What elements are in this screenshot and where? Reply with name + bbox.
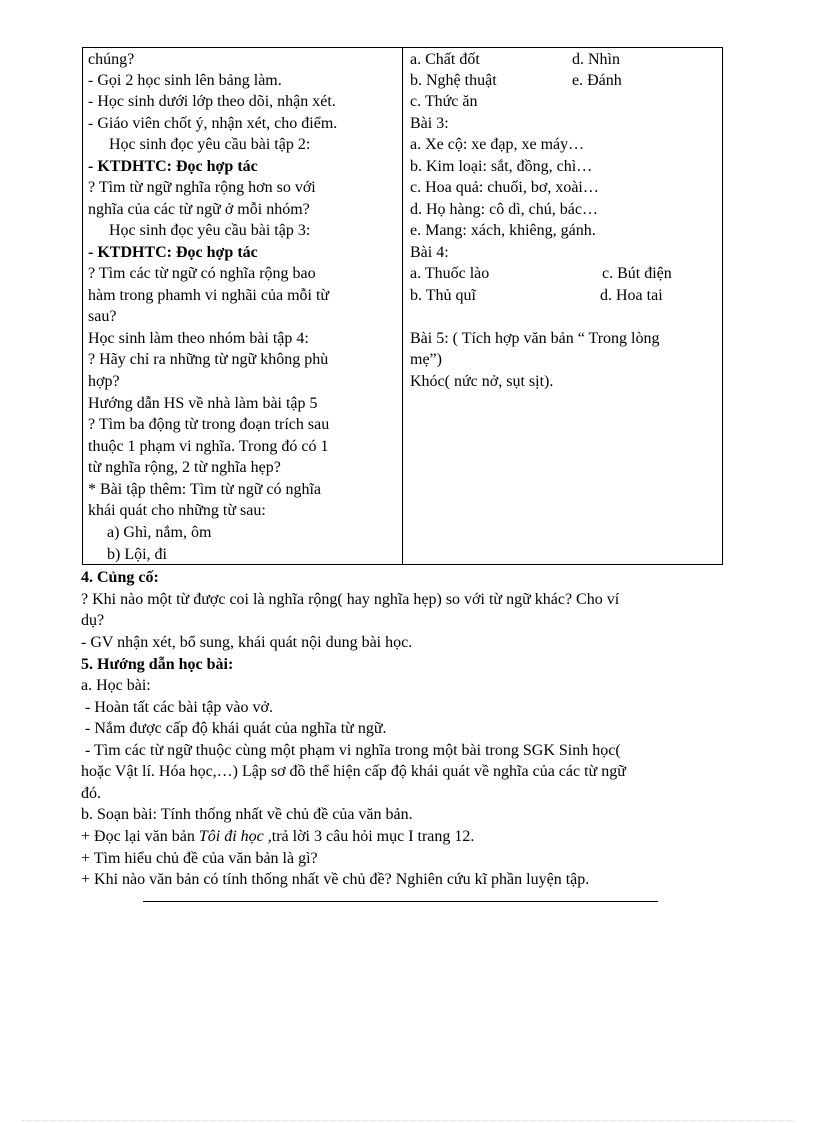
left-line: * Bài tập thêm: Tìm từ ngữ có nghĩa (88, 481, 322, 498)
left-line: nghĩa của các từ ngữ ở mỗi nhóm? (88, 201, 310, 218)
right-line: d. Nhìn (572, 51, 620, 68)
body-line: đó. (81, 785, 101, 802)
text-span: + Đọc lại văn bản (81, 828, 199, 845)
right-line: e. Đánh (572, 72, 622, 89)
document-title: Tôi đi học (198, 828, 264, 845)
left-line: từ nghĩa rộng, 2 từ nghĩa hẹp? (88, 459, 281, 476)
left-heading: - KTDHTC: Đọc hợp tác (88, 244, 258, 261)
right-line: b. Kim loại: sắt, đồng, chì… (410, 158, 593, 175)
right-line: Bài 4: (410, 244, 449, 261)
right-line: e. Mang: xách, khiêng, gánh. (410, 222, 596, 239)
page-bottom-border (22, 1120, 794, 1121)
section-heading-5: 5. Hướng dẫn học bài: (81, 656, 234, 673)
left-line: ? Tìm từ ngữ nghĩa rộng hơn so với (88, 179, 316, 196)
body-line (81, 827, 474, 847)
body-line: b. Soạn bài: Tính thống nhất về chủ đề của văn bản. (81, 806, 413, 823)
right-line: a. Chất đốt (410, 51, 480, 68)
right-line: c. Hoa quả: chuối, bơ, xoài… (410, 179, 599, 196)
left-line: hàm trong phamh vi nghãi của mỗi từ (88, 287, 330, 304)
right-line: Bài 5: ( Tích hợp văn bản “ Trong lòng (410, 330, 660, 347)
text-span: ,trả lời 3 câu hỏi mục I trang 12. (263, 828, 475, 845)
right-line: a. Thuốc lào (410, 265, 490, 282)
left-line: Học sinh đọc yêu cầu bài tập 2: (109, 136, 311, 153)
body-line: + Tìm hiểu chủ đề của văn bản là gì? (81, 850, 318, 867)
left-line: Hướng dẫn HS về nhà làm bài tập 5 (88, 395, 318, 412)
right-line: c. Bút điện (602, 265, 672, 282)
left-line: - Học sinh dưới lớp theo dõi, nhận xét. (88, 93, 336, 110)
right-line: mẹ”) (410, 351, 442, 368)
body-line: ? Khi nào một từ được coi là nghĩa rộng( hay nghĩa hẹp) so với từ ngữ khác? Cho ví (81, 591, 620, 608)
horizontal-rule (143, 901, 658, 902)
left-line: sau? (88, 308, 117, 325)
right-line: d. Họ hàng: cô dì, chú, bác… (410, 201, 598, 218)
left-line: chúng? (88, 51, 135, 68)
right-line: d. Hoa tai (600, 287, 663, 304)
body-line: + Khi nào văn bản có tính thống nhất về chủ đề? Nghiên cứu kĩ phần luyện tập. (81, 871, 590, 888)
body-line: a. Học bài: (81, 677, 151, 694)
left-line: - Gọi 2 học sinh lên bảng làm. (88, 72, 282, 89)
left-line: a) Ghì, nắm, ôm (107, 524, 212, 541)
body-line: - Nắm được cấp độ khái quát của nghĩa từ ngữ. (81, 720, 387, 737)
left-line: Học sinh đọc yêu cầu bài tập 3: (109, 222, 311, 239)
right-line: b. Nghệ thuật (410, 72, 497, 89)
left-line: - Giáo viên chốt ý, nhận xét, cho điểm. (88, 115, 338, 132)
section-heading-4: 4. Củng cố: (81, 569, 159, 586)
right-line: Bài 3: (410, 115, 449, 132)
body-line: dụ? (81, 612, 105, 629)
right-line: Khóc( nức nở, sụt sịt). (410, 373, 554, 390)
left-line: thuộc 1 phạm vi nghĩa. Trong đó có 1 (88, 438, 329, 455)
left-heading: - KTDHTC: Đọc hợp tác (88, 158, 258, 175)
left-line: ? Hãy chỉ ra những từ ngữ không phù (88, 351, 329, 368)
left-line: Học sinh làm theo nhóm bài tập 4: (88, 330, 309, 347)
right-line: a. Xe cộ: xe đạp, xe máy… (410, 136, 585, 153)
body-line: - Hoàn tất các bài tập vào vở. (81, 699, 273, 716)
body-line: - Tìm các từ ngữ thuộc cùng một phạm vi nghĩa trong một bài trong SGK Sinh học( (81, 742, 621, 759)
right-line: b. Thủ quĩ (410, 287, 476, 304)
left-line: khái quát cho những từ sau: (88, 502, 266, 519)
left-line: ? Tìm ba động từ trong đoạn trích sau (88, 416, 330, 433)
left-line: hợp? (88, 373, 120, 390)
lesson-table (82, 47, 723, 565)
body-line: - GV nhận xét, bổ sung, khái quát nội dung bài học. (81, 634, 413, 651)
left-line: b) Lội, đi (107, 546, 167, 563)
body-line: hoặc Vật lí. Hóa học,…) Lập sơ đồ thể hiện cấp độ khái quát về nghĩa của các từ ngữ (81, 763, 626, 780)
right-line: c. Thức ăn (410, 93, 478, 110)
column-divider (402, 48, 403, 564)
left-line: ? Tìm các từ ngữ có nghĩa rộng bao (88, 265, 316, 282)
